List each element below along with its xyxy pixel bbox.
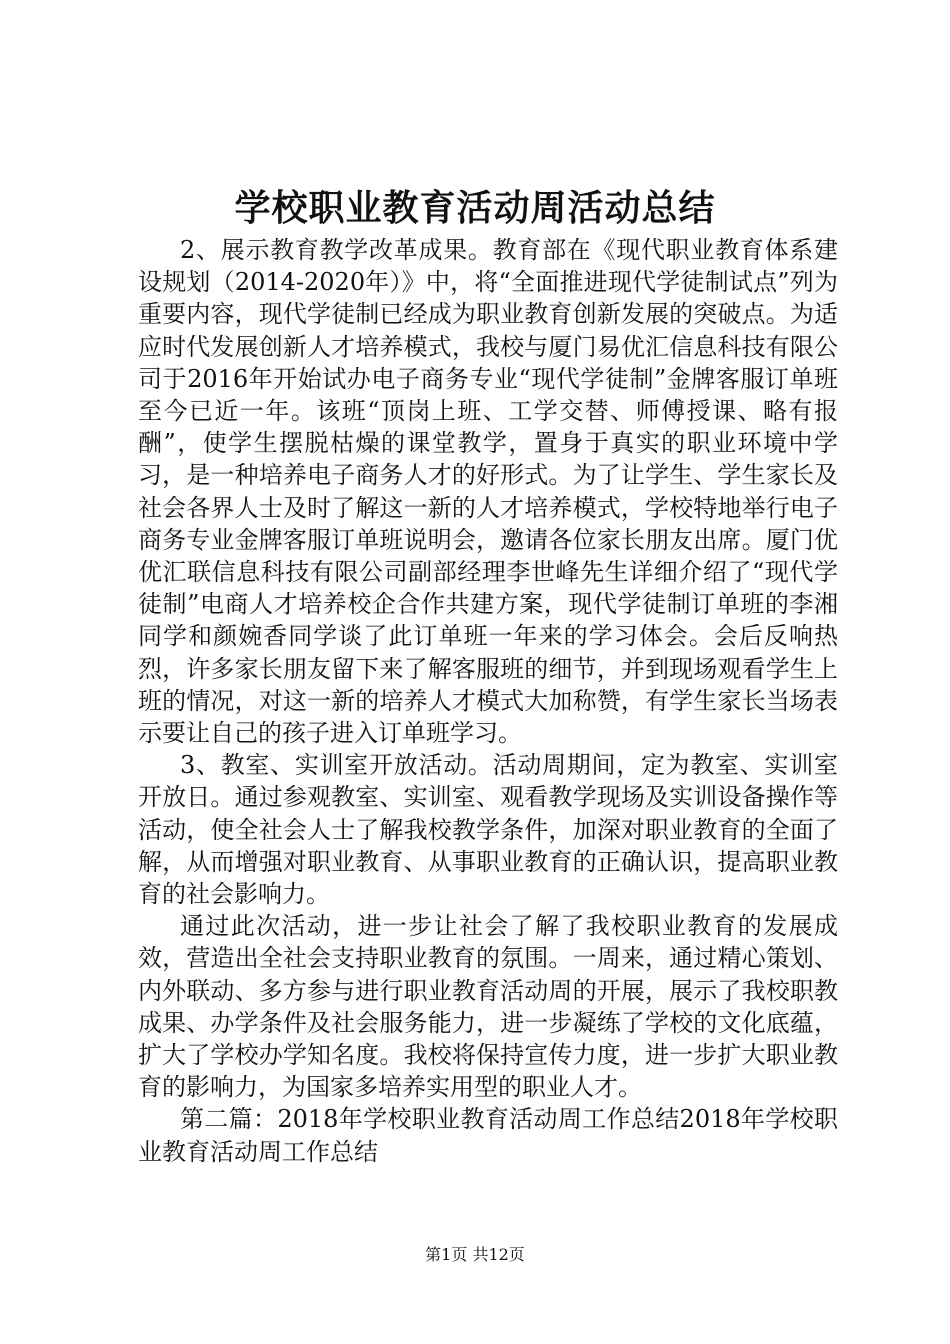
paragraph-showcase-reform: 2、展示教育教学改革成果。教育部在《现代职业教育体系建设规划（2014-2020年）》中，将“全面推进现代学徒制试点”列为重要内容，现代学徒制已经成为职业教育创新发展的突破点。为适应时代发展创新人才培养模式，我校与厦门易优汇信息科技有限公司于2016年开始试办电子商务专业“现代学徒制”金牌客服订单班至今已近一年。该班“顶岗上班、工学交替、师傅授课、略有报酬”，使学生摆脱枯燥的课堂教学，置身于真实的职业环境中学习，是一种培养电子商务人才的好形式。为了让学生、学生家长及社会各界人士及时了解这一新的人才培养模式，学校特地举行电子商务专业金牌客服订单班说明会，邀请各位家长朋友出席。厦门优优汇联信息科技有限公司副部经理李世峰先生详细介绍了“现代学徒制”电商人才培养校企合作共建方案，现代学徒制订单班的李湘同学和颜婉香同学谈了此订单班一年来的学习体会。会后反响热烈，许多家长朋友留下来了解客服班的细节，并到现场观看学生上班的情况，对这一新的培养人才模式大加称赞，有学生家长当场表示要让自己的孩子进入订单班学习。 xyxy=(138,236,838,748)
paragraph-summary: 通过此次活动，进一步让社会了解了我校职业教育的发展成效，营造出全社会支持职业教育的氛围。一周来，通过精心策划、内外联动、多方参与进行职业教育活动周的开展，展示了我校职教成果、办学条件及社会服务能力，进一步凝练了学校的文化底蕴，扩大了学校办学知名度。我校将保持宣传力度，进一步扩大职业教育的影响力，为国家多培养实用型的职业人才。 xyxy=(138,912,838,1102)
paragraph-open-classrooms: 3、教室、实训室开放活动。活动周期间，定为教室、实训室开放日。通过参观教室、实训室、观看教学现场及实训设备操作等活动，使全社会人士了解我校教学条件，加深对职业教育的全面了解，从而增强对职业教育、从事职业教育的正确认识，提高职业教育的社会影响力。 xyxy=(138,751,838,909)
page-number-footer: 第1页 共12页 xyxy=(425,1245,525,1264)
paragraph-second-article: 第二篇：2018年学校职业教育活动周工作总结2018年学校职业教育活动周工作总结 xyxy=(138,1105,838,1166)
document-title: 学校职业教育活动周活动总结 xyxy=(234,187,716,229)
document-body xyxy=(138,234,838,1168)
